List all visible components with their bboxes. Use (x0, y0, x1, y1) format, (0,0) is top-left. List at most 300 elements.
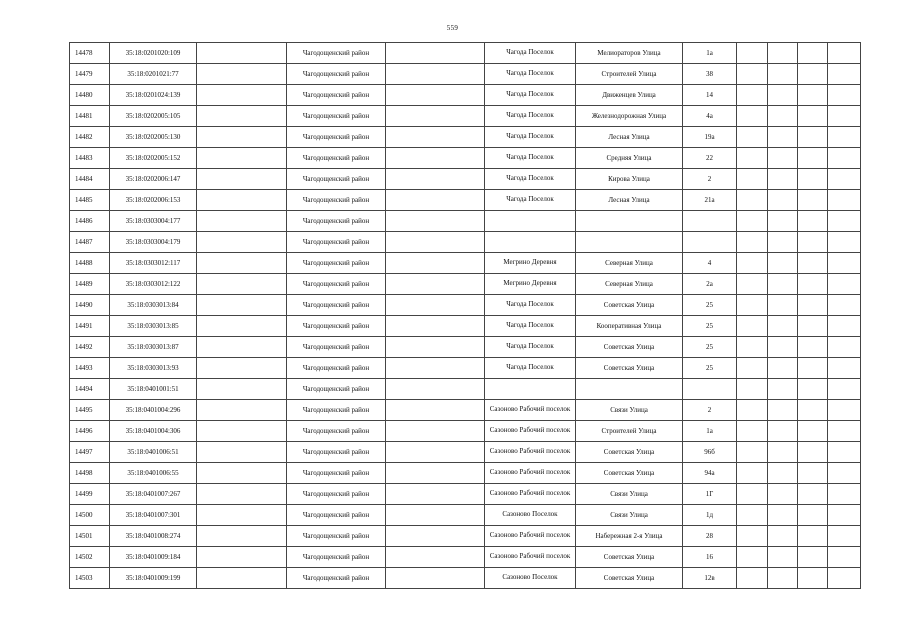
empty-cell (828, 64, 861, 85)
empty-cell (798, 64, 828, 85)
street-cell (576, 379, 683, 400)
empty-cell (768, 526, 798, 547)
cadastral-number-cell: 35:18:0401009:184 (110, 547, 197, 568)
table-row (70, 253, 861, 274)
empty-cell (798, 274, 828, 295)
settlement-cell: Сазоново Рабочий поселок (485, 442, 576, 463)
table-row (70, 442, 861, 463)
empty-cell (386, 379, 485, 400)
empty-cell (828, 253, 861, 274)
empty-cell (197, 358, 287, 379)
street-cell: Советская Улица (576, 568, 683, 589)
empty-cell (828, 316, 861, 337)
table-row (70, 379, 861, 400)
street-cell: Северная Улица (576, 274, 683, 295)
empty-cell (768, 463, 798, 484)
table-row (70, 85, 861, 106)
row-number-cell: 14485 (70, 190, 110, 211)
table-row (70, 505, 861, 526)
empty-cell (768, 43, 798, 64)
row-number-cell: 14498 (70, 463, 110, 484)
empty-cell (768, 253, 798, 274)
settlement-cell: Чагода Поселок (485, 43, 576, 64)
row-number-cell: 14480 (70, 85, 110, 106)
empty-cell (197, 484, 287, 505)
empty-cell (197, 43, 287, 64)
district-cell: Чагодощенский район (287, 547, 386, 568)
empty-cell (828, 106, 861, 127)
table-row (70, 127, 861, 148)
empty-cell (737, 232, 768, 253)
house-number-cell: 25 (683, 295, 737, 316)
empty-cell (737, 148, 768, 169)
table-row (70, 274, 861, 295)
registry-table (69, 42, 861, 589)
table-row (70, 484, 861, 505)
house-number-cell (683, 232, 737, 253)
district-cell: Чагодощенский район (287, 526, 386, 547)
empty-cell (798, 232, 828, 253)
house-number-cell: 2а (683, 274, 737, 295)
empty-cell (828, 547, 861, 568)
empty-cell (737, 295, 768, 316)
empty-cell (386, 316, 485, 337)
empty-cell (798, 253, 828, 274)
street-cell: Лесная Улица (576, 127, 683, 148)
empty-cell (768, 211, 798, 232)
empty-cell (197, 526, 287, 547)
settlement-cell: Сазоново Рабочий поселок (485, 421, 576, 442)
empty-cell (197, 169, 287, 190)
empty-cell (386, 64, 485, 85)
empty-cell (798, 190, 828, 211)
cadastral-number-cell: 35:18:0202006:153 (110, 190, 197, 211)
empty-cell (828, 442, 861, 463)
empty-cell (737, 316, 768, 337)
empty-cell (197, 190, 287, 211)
street-cell: Кирова Улица (576, 169, 683, 190)
cadastral-number-cell: 35:18:0202005:105 (110, 106, 197, 127)
empty-cell (768, 442, 798, 463)
settlement-cell (485, 379, 576, 400)
empty-cell (768, 232, 798, 253)
table-row (70, 106, 861, 127)
settlement-cell: Чагода Поселок (485, 169, 576, 190)
house-number-cell (683, 379, 737, 400)
empty-cell (386, 295, 485, 316)
empty-cell (798, 85, 828, 106)
empty-cell (386, 547, 485, 568)
empty-cell (798, 148, 828, 169)
row-number-cell: 14486 (70, 211, 110, 232)
street-cell: Движенцев Улица (576, 85, 683, 106)
cadastral-number-cell: 35:18:0202006:147 (110, 169, 197, 190)
house-number-cell: 1а (683, 421, 737, 442)
empty-cell (197, 568, 287, 589)
settlement-cell: Сазоново Поселок (485, 505, 576, 526)
empty-cell (798, 358, 828, 379)
cadastral-number-cell: 35:18:0201021:77 (110, 64, 197, 85)
empty-cell (386, 85, 485, 106)
street-cell: Северная Улица (576, 253, 683, 274)
settlement-cell: Чагода Поселок (485, 190, 576, 211)
empty-cell (828, 400, 861, 421)
settlement-cell: Сазоново Рабочий поселок (485, 547, 576, 568)
table-row (70, 421, 861, 442)
house-number-cell: 94а (683, 463, 737, 484)
empty-cell (828, 358, 861, 379)
district-cell: Чагодощенский район (287, 274, 386, 295)
table-row (70, 43, 861, 64)
street-cell: Мелиораторов Улица (576, 43, 683, 64)
cadastral-number-cell: 35:18:0303012:122 (110, 274, 197, 295)
empty-cell (768, 568, 798, 589)
empty-cell (798, 400, 828, 421)
district-cell: Чагодощенский район (287, 232, 386, 253)
empty-cell (798, 211, 828, 232)
street-cell (576, 211, 683, 232)
cadastral-number-cell: 35:18:0401007:267 (110, 484, 197, 505)
cadastral-number-cell: 35:18:0303013:93 (110, 358, 197, 379)
settlement-cell: Сазоново Рабочий поселок (485, 484, 576, 505)
street-cell: Советская Улица (576, 442, 683, 463)
empty-cell (386, 337, 485, 358)
empty-cell (768, 379, 798, 400)
district-cell: Чагодощенский район (287, 484, 386, 505)
street-cell: Связи Улица (576, 505, 683, 526)
district-cell: Чагодощенский район (287, 568, 386, 589)
cadastral-number-cell: 35:18:0401007:301 (110, 505, 197, 526)
empty-cell (828, 526, 861, 547)
empty-cell (798, 526, 828, 547)
empty-cell (737, 568, 768, 589)
row-number-cell: 14489 (70, 274, 110, 295)
district-cell: Чагодощенский район (287, 358, 386, 379)
house-number-cell: 4 (683, 253, 737, 274)
empty-cell (798, 547, 828, 568)
empty-cell (197, 547, 287, 568)
empty-cell (798, 295, 828, 316)
empty-cell (828, 43, 861, 64)
table-row (70, 316, 861, 337)
empty-cell (737, 421, 768, 442)
street-cell: Кооперативная Улица (576, 316, 683, 337)
street-cell: Советская Улица (576, 358, 683, 379)
settlement-cell (485, 232, 576, 253)
street-cell: Строителей Улица (576, 64, 683, 85)
settlement-cell: Сазоново Рабочий поселок (485, 400, 576, 421)
row-number-cell: 14496 (70, 421, 110, 442)
house-number-cell: 28 (683, 526, 737, 547)
empty-cell (386, 148, 485, 169)
table-row (70, 526, 861, 547)
empty-cell (828, 379, 861, 400)
row-number-cell: 14491 (70, 316, 110, 337)
empty-cell (798, 463, 828, 484)
cadastral-number-cell: 35:18:0303004:179 (110, 232, 197, 253)
district-cell: Чагодощенский район (287, 316, 386, 337)
row-number-cell: 14481 (70, 106, 110, 127)
settlement-cell: Мегрино Деревня (485, 253, 576, 274)
empty-cell (737, 274, 768, 295)
street-cell: Железнодорожная Улица (576, 106, 683, 127)
empty-cell (798, 568, 828, 589)
empty-cell (197, 442, 287, 463)
empty-cell (768, 148, 798, 169)
settlement-cell: Чагода Поселок (485, 85, 576, 106)
empty-cell (386, 526, 485, 547)
empty-cell (197, 316, 287, 337)
settlement-cell: Мегрино Деревня (485, 274, 576, 295)
empty-cell (737, 484, 768, 505)
empty-cell (197, 421, 287, 442)
empty-cell (737, 169, 768, 190)
street-cell (576, 232, 683, 253)
page-number: 559 (446, 24, 459, 32)
empty-cell (768, 106, 798, 127)
district-cell: Чагодощенский район (287, 85, 386, 106)
empty-cell (386, 253, 485, 274)
empty-cell (197, 127, 287, 148)
street-cell: Советская Улица (576, 463, 683, 484)
empty-cell (768, 484, 798, 505)
row-number-cell: 14483 (70, 148, 110, 169)
empty-cell (768, 169, 798, 190)
settlement-cell: Чагода Поселок (485, 358, 576, 379)
empty-cell (737, 358, 768, 379)
district-cell: Чагодощенский район (287, 505, 386, 526)
district-cell: Чагодощенский район (287, 43, 386, 64)
cadastral-number-cell: 35:18:0401008:274 (110, 526, 197, 547)
row-number-cell: 14492 (70, 337, 110, 358)
house-number-cell: 38 (683, 64, 737, 85)
empty-cell (828, 505, 861, 526)
street-cell: Советская Улица (576, 337, 683, 358)
district-cell: Чагодощенский район (287, 148, 386, 169)
empty-cell (798, 169, 828, 190)
row-number-cell: 14482 (70, 127, 110, 148)
row-number-cell: 14484 (70, 169, 110, 190)
cadastral-number-cell: 35:18:0201024:139 (110, 85, 197, 106)
empty-cell (828, 295, 861, 316)
district-cell: Чагодощенский район (287, 127, 386, 148)
empty-cell (737, 442, 768, 463)
empty-cell (386, 232, 485, 253)
empty-cell (798, 127, 828, 148)
table-row (70, 148, 861, 169)
empty-cell (737, 127, 768, 148)
empty-cell (798, 379, 828, 400)
empty-cell (768, 64, 798, 85)
empty-cell (828, 232, 861, 253)
settlement-cell: Чагода Поселок (485, 106, 576, 127)
cadastral-number-cell: 35:18:0303013:84 (110, 295, 197, 316)
house-number-cell: 25 (683, 316, 737, 337)
empty-cell (197, 253, 287, 274)
cadastral-number-cell: 35:18:0202005:130 (110, 127, 197, 148)
district-cell: Чагодощенский район (287, 337, 386, 358)
street-cell: Набережная 2-я Улица (576, 526, 683, 547)
house-number-cell (683, 211, 737, 232)
empty-cell (737, 337, 768, 358)
empty-cell (197, 274, 287, 295)
cadastral-number-cell: 35:18:0303013:87 (110, 337, 197, 358)
settlement-cell: Чагода Поселок (485, 316, 576, 337)
settlement-cell: Чагода Поселок (485, 127, 576, 148)
house-number-cell: 25 (683, 337, 737, 358)
row-number-cell: 14488 (70, 253, 110, 274)
row-number-cell: 14495 (70, 400, 110, 421)
row-number-cell: 14490 (70, 295, 110, 316)
street-cell: Советская Улица (576, 295, 683, 316)
table-row (70, 190, 861, 211)
district-cell: Чагодощенский район (287, 400, 386, 421)
district-cell: Чагодощенский район (287, 442, 386, 463)
empty-cell (798, 442, 828, 463)
cadastral-number-cell: 35:18:0401004:296 (110, 400, 197, 421)
cadastral-number-cell: 35:18:0401006:51 (110, 442, 197, 463)
empty-cell (737, 547, 768, 568)
empty-cell (737, 190, 768, 211)
empty-cell (768, 190, 798, 211)
empty-cell (768, 505, 798, 526)
empty-cell (768, 400, 798, 421)
empty-cell (386, 43, 485, 64)
empty-cell (386, 568, 485, 589)
street-cell: Строителей Улица (576, 421, 683, 442)
empty-cell (197, 85, 287, 106)
cadastral-number-cell: 35:18:0401006:55 (110, 463, 197, 484)
settlement-cell: Чагода Поселок (485, 295, 576, 316)
street-cell: Средняя Улица (576, 148, 683, 169)
settlement-cell (485, 211, 576, 232)
house-number-cell: 12в (683, 568, 737, 589)
empty-cell (197, 295, 287, 316)
empty-cell (386, 484, 485, 505)
street-cell: Советская Улица (576, 547, 683, 568)
empty-cell (737, 379, 768, 400)
cadastral-number-cell: 35:18:0401001:51 (110, 379, 197, 400)
empty-cell (828, 274, 861, 295)
table-body (70, 43, 861, 589)
cadastral-number-cell: 35:18:0202005:152 (110, 148, 197, 169)
empty-cell (828, 463, 861, 484)
empty-cell (768, 274, 798, 295)
street-cell: Связи Улица (576, 484, 683, 505)
row-number-cell: 14501 (70, 526, 110, 547)
empty-cell (828, 211, 861, 232)
house-number-cell: 1д (683, 505, 737, 526)
row-number-cell: 14500 (70, 505, 110, 526)
empty-cell (386, 358, 485, 379)
empty-cell (737, 106, 768, 127)
settlement-cell: Чагода Поселок (485, 337, 576, 358)
district-cell: Чагодощенский район (287, 190, 386, 211)
empty-cell (197, 505, 287, 526)
table-row (70, 295, 861, 316)
cadastral-number-cell: 35:18:0401009:199 (110, 568, 197, 589)
empty-cell (798, 43, 828, 64)
settlement-cell: Чагода Поселок (485, 64, 576, 85)
empty-cell (197, 106, 287, 127)
empty-cell (737, 400, 768, 421)
cadastral-number-cell: 35:18:0303012:117 (110, 253, 197, 274)
empty-cell (197, 232, 287, 253)
table-row (70, 232, 861, 253)
empty-cell (768, 421, 798, 442)
row-number-cell: 14499 (70, 484, 110, 505)
table-row (70, 463, 861, 484)
table-row (70, 211, 861, 232)
row-number-cell: 14503 (70, 568, 110, 589)
settlement-cell: Сазоново Поселок (485, 568, 576, 589)
house-number-cell: 22 (683, 148, 737, 169)
empty-cell (828, 85, 861, 106)
row-number-cell: 14494 (70, 379, 110, 400)
district-cell: Чагодощенский район (287, 463, 386, 484)
district-cell: Чагодощенский район (287, 211, 386, 232)
empty-cell (737, 505, 768, 526)
empty-cell (828, 484, 861, 505)
row-number-cell: 14478 (70, 43, 110, 64)
empty-cell (798, 484, 828, 505)
empty-cell (768, 127, 798, 148)
house-number-cell: 14 (683, 85, 737, 106)
empty-cell (197, 379, 287, 400)
row-number-cell: 14479 (70, 64, 110, 85)
empty-cell (737, 463, 768, 484)
house-number-cell: 1Г (683, 484, 737, 505)
table-row (70, 169, 861, 190)
settlement-cell: Чагода Поселок (485, 148, 576, 169)
district-cell: Чагодощенский район (287, 379, 386, 400)
empty-cell (197, 148, 287, 169)
settlement-cell: Сазоново Рабочий поселок (485, 463, 576, 484)
house-number-cell: 4а (683, 106, 737, 127)
table-row (70, 337, 861, 358)
empty-cell (828, 169, 861, 190)
empty-cell (768, 85, 798, 106)
empty-cell (737, 211, 768, 232)
empty-cell (197, 400, 287, 421)
empty-cell (386, 505, 485, 526)
empty-cell (798, 505, 828, 526)
empty-cell (386, 442, 485, 463)
empty-cell (197, 211, 287, 232)
empty-cell (737, 64, 768, 85)
empty-cell (798, 106, 828, 127)
empty-cell (386, 421, 485, 442)
row-number-cell: 14493 (70, 358, 110, 379)
empty-cell (197, 64, 287, 85)
empty-cell (828, 568, 861, 589)
table-row (70, 547, 861, 568)
house-number-cell: 2 (683, 400, 737, 421)
district-cell: Чагодощенский район (287, 169, 386, 190)
settlement-cell: Сазоново Рабочий поселок (485, 526, 576, 547)
empty-cell (386, 274, 485, 295)
table-row (70, 400, 861, 421)
empty-cell (197, 463, 287, 484)
cadastral-number-cell: 35:18:0201020:109 (110, 43, 197, 64)
district-cell: Чагодощенский район (287, 106, 386, 127)
house-number-cell: 19а (683, 127, 737, 148)
empty-cell (386, 463, 485, 484)
district-cell: Чагодощенский район (287, 295, 386, 316)
empty-cell (828, 127, 861, 148)
empty-cell (737, 85, 768, 106)
street-cell: Лесная Улица (576, 190, 683, 211)
